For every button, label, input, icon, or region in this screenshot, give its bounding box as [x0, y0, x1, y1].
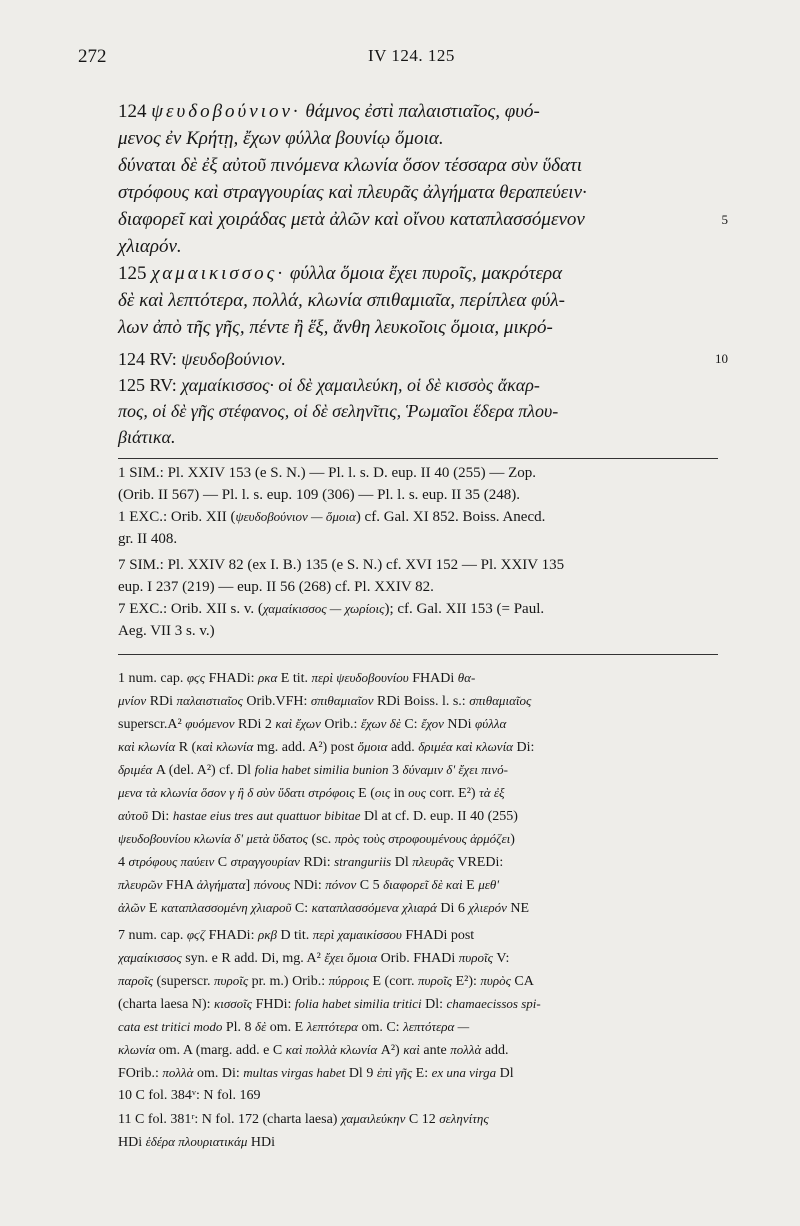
rule-divider-testimonia [118, 458, 718, 459]
line-text: δὲ καὶ λεπτότερα, πολλά, κλωνία σπιθαμιαῖα, περίπλεα φύλ- [118, 290, 565, 311]
text-segment: NE [506, 901, 530, 916]
testimonia-line [118, 462, 718, 484]
text-segment: ante [419, 1043, 451, 1058]
testimonia-line [118, 554, 718, 576]
critical-line [118, 969, 718, 992]
text-segment: E (corr. [368, 974, 418, 989]
line-text: θάμνος ἐστὶ παλαιστιαῖος, φυό- [300, 101, 540, 122]
greek-segment: καὶ κλωνία [118, 739, 176, 754]
greek-segment: πρὸς τοὺς στροφουμένους ἁρμόζει [334, 831, 511, 846]
apparatus-text: πος, οἱ δὲ γῆς στέφανος, οἱ δὲ σεληνῖτις, Ῥωμαῖοι ἕδερα πλου- [118, 401, 559, 421]
text-segment: 7 SIM.: Pl. XXIV 82 (ex I. B.) 135 (e S. N.) cf. XVI 152 — Pl. XXIV 135 [118, 557, 565, 573]
main-text-line [118, 314, 718, 341]
chapter-number: 124 [118, 101, 147, 122]
greek-segment: πυροῖς [458, 950, 493, 965]
critical-line [118, 666, 718, 689]
lemma-word: ψευδοβούνιον· [151, 101, 301, 122]
text-segment: NDi [443, 717, 476, 732]
text-segment: E tit. [277, 671, 312, 686]
rule-divider-critical [118, 654, 718, 655]
critical-line [118, 712, 718, 735]
testimonia-line [118, 598, 718, 620]
apparatus-text: χαμαίκισσος· οἱ δὲ χαμαιλεύκη, οἱ δὲ κισσὸς ἄκαρ- [181, 375, 540, 395]
greek-segment: πολλὰ [450, 1042, 482, 1057]
greek-segment: τὰ ἐξ [479, 785, 505, 800]
greek-segment: ἔχει ὅμοια [324, 950, 378, 965]
greek-segment: ἀλῶν [118, 900, 146, 915]
text-segment: FHADi post [401, 928, 475, 943]
critical-line [118, 1015, 718, 1038]
greek-segment: διαφορεῖ δὲ καὶ [383, 877, 463, 892]
apparatus-line [118, 424, 718, 450]
text-segment: Dl: [421, 997, 447, 1012]
critical-line [118, 946, 718, 969]
greek-segment: χλιερόν [468, 900, 507, 915]
text-segment: in [390, 786, 409, 801]
greek-segment: περὶ χαμαικίσσου [312, 927, 402, 942]
critical-line [118, 1130, 718, 1153]
greek-segment: ρκα [257, 670, 278, 685]
text-segment: D tit. [276, 928, 313, 943]
text-segment: Dl 9 [345, 1066, 377, 1081]
greek-segment: παλαιστιαῖος [176, 693, 243, 708]
text-segment: Di: [147, 809, 173, 824]
text-segment: C 12 [405, 1112, 440, 1127]
apparatus-label: 125 RV: [118, 375, 182, 395]
testimonia-section [118, 462, 718, 642]
critical-line [118, 1107, 718, 1130]
text-segment: Pl. 8 [222, 1020, 256, 1035]
line-text: φύλλα ὅμοια ἔχει πυροῖς, μακρότερα [285, 263, 563, 284]
text-segment: (Orib. II 567) — Pl. l. s. eup. 109 (306) — Pl. l. s. eup. II 35 (248). [118, 487, 521, 503]
greek-segment: folia habet similia bunion [254, 762, 389, 777]
critical-line [118, 804, 718, 827]
text-segment: ); cf. Gal. XII 153 (= Paul. [384, 601, 545, 617]
text-segment: RDi 2 [234, 717, 276, 732]
greek-segment: πλευρῶν [118, 877, 163, 892]
greek-segment: αὐτοῦ [118, 808, 148, 823]
text-segment: A (del. A²) cf. Dl [152, 763, 255, 778]
greek-segment: μεθ' [478, 877, 500, 892]
greek-segment: πόνους [253, 877, 291, 892]
line-text: διαφορεῖ καὶ χοιράδας μετὰ ἀλῶν καὶ οἴνου καταπλασσόμενον [118, 209, 585, 230]
greek-segment: περὶ ψευδοβουνίου [311, 670, 409, 685]
text-segment: (charta laesa N): [118, 997, 214, 1012]
greek-segment: πυρὸς [480, 973, 511, 988]
text-segment: C: [400, 717, 422, 732]
text-segment: Orib.: [320, 717, 361, 732]
greek-segment: multas virgas habet [243, 1065, 346, 1080]
text-segment: A²) [377, 1043, 404, 1058]
greek-segment: πύρροις [328, 973, 369, 988]
text-segment: E: [412, 1066, 432, 1081]
critical-line [118, 896, 718, 919]
testimonia-line [118, 528, 718, 550]
chapter-number: 125 [118, 263, 147, 284]
main-text-line [118, 233, 718, 260]
critical-line [118, 923, 718, 946]
main-text-line [118, 125, 718, 152]
greek-segment: folia habet similia tritici [294, 996, 422, 1011]
critical-line [118, 850, 718, 873]
text-segment: syn. e R add. Di, mg. A² [181, 951, 325, 966]
greek-segment: ἑδέρα πλουριατικάμ [145, 1134, 248, 1149]
text-segment: C: [291, 901, 312, 916]
greek-segment: δύναμιν δ' ἔχει πινό- [402, 762, 508, 777]
greek-segment: chamaecissos spi- [446, 996, 541, 1011]
text-segment: E [462, 878, 479, 893]
text-segment: om. C: [357, 1020, 404, 1035]
greek-segment: παροῖς [118, 973, 153, 988]
greek-segment: hastae eius tres aut quattuor bibitae [172, 808, 361, 823]
text-segment: 7 EXC.: Orib. XII s. v. ( [118, 601, 263, 617]
greek-segment: μενα τὰ κλωνία ὅσον γ ἢ δ σὺν ὕδατι στρόφοις [118, 785, 355, 800]
greek-segment: λεπτότερα [306, 1019, 358, 1034]
text-segment: FHA [162, 878, 197, 893]
greek-segment: κισσοῖς [214, 996, 253, 1011]
apparatus-text: ψευδοβούνιον. [181, 349, 286, 369]
text-segment: E ( [354, 786, 375, 801]
text-segment: ] [245, 878, 254, 893]
text-segment: 4 [118, 855, 129, 870]
text-segment: FOrib.: [118, 1066, 163, 1081]
apparatus-line [118, 398, 718, 424]
greek-segment: φυόμενον [185, 716, 235, 731]
text-segment: ) [510, 832, 515, 847]
greek-segment: cata est tritici modo [118, 1019, 223, 1034]
text-segment: om. E [266, 1020, 307, 1035]
apparatus-line [118, 346, 728, 372]
text-segment: 7 num. cap. [118, 928, 187, 943]
critical-line [118, 735, 718, 758]
text-segment: corr. E²) [425, 786, 480, 801]
text-segment: FHADi [408, 671, 458, 686]
testimonia-line [118, 576, 718, 598]
main-text [118, 98, 728, 341]
apparatus-variants [118, 346, 728, 450]
greek-segment: καὶ πολλὰ κλωνία [285, 1042, 378, 1057]
greek-segment: φύλλα [475, 716, 507, 731]
greek-segment: πολλὰ [162, 1065, 194, 1080]
main-text-line [118, 260, 718, 287]
apparatus-line [118, 372, 718, 398]
greek-segment: ψευδοβουνίου κλωνία δ' μετὰ ὕδατος [118, 831, 308, 846]
greek-segment: ἔχον [421, 716, 444, 731]
critical-line [118, 873, 718, 896]
main-text-line [118, 287, 718, 314]
greek-segment: χαμαίκισσος [118, 950, 182, 965]
text-segment: 11 C fol. 381ʳ: N fol. 172 (charta laesa) [118, 1112, 341, 1127]
text-segment: Di: [513, 740, 535, 755]
line-text: στρόφους καὶ στραγγουρίας καὶ πλευρᾶς ἀλγήματα θεραπεύειν· [118, 182, 587, 203]
greek-segment: καταπλασσομένη χλιαροῦ [160, 900, 292, 915]
greek-segment: στραγγουρίαν [230, 854, 300, 869]
greek-segment: ους [408, 785, 426, 800]
text-segment: 10 C fol. 384ᵛ: N fol. 169 [118, 1088, 261, 1103]
critical-line [118, 1084, 718, 1107]
critical-apparatus [118, 666, 718, 1153]
text-segment: om. Di: [193, 1066, 244, 1081]
greek-segment: πλευρᾶς [412, 854, 454, 869]
testimonia-line [118, 484, 718, 506]
text-segment: 1 num. cap. [118, 671, 187, 686]
line-text: μενος ἐν Κρήτῃ, ἔχων φύλλα βουνίῳ ὅμοια. [118, 128, 444, 149]
greek-segment: πόνον [325, 877, 357, 892]
greek-segment: φϛς [186, 670, 206, 685]
critical-line [118, 1038, 718, 1061]
text-segment: Aeg. VII 3 s. v.) [118, 623, 215, 639]
text-segment: V: [492, 951, 510, 966]
greek-segment: πυροῖς [214, 973, 249, 988]
greek-segment: οις [374, 785, 391, 800]
testimonia-line [118, 620, 718, 642]
text-segment: ) cf. Gal. XI 852. Boiss. Anecd. [355, 509, 546, 525]
greek-segment: καὶ [403, 1042, 420, 1057]
text-segment: om. A (marg. add. e C [155, 1043, 286, 1058]
greek-segment: ὅμοια [357, 739, 388, 754]
greek-segment: ἔχων δὲ [360, 716, 401, 731]
text-segment: FHADi: [205, 928, 258, 943]
text-segment: HDi [247, 1135, 275, 1150]
greek-segment: καὶ ἔχων [275, 716, 321, 731]
greek-segment: ἀλγήματα [196, 877, 246, 892]
text-segment: add. [481, 1043, 509, 1058]
line-text: λων ἀπὸ τῆς γῆς, πέντε ἢ ἕξ, ἄνθη λευκοῖοις ὅμοια, μικρό- [118, 317, 553, 338]
critical-line [118, 781, 718, 804]
text-segment: Dl at cf. D. eup. II 40 (255) [360, 809, 518, 824]
page-header [78, 46, 718, 76]
greek-segment: φϛζ [186, 927, 206, 942]
text-segment: mg. add. A²) post [253, 740, 358, 755]
text-segment: HDi [118, 1135, 146, 1150]
greek-segment: ex una virga [431, 1065, 497, 1080]
text-segment: VREDi: [453, 855, 504, 870]
text-segment: FHDi: [252, 997, 295, 1012]
text-segment: Dl [496, 1066, 514, 1081]
line-number: 5 [721, 212, 728, 227]
text-segment: eup. I 237 (219) — eup. II 56 (268) cf. Pl. XXIV 82. [118, 579, 434, 595]
greek-segment: σπιθαμιαῖον [310, 693, 374, 708]
line-text: χλιαρόν. [118, 236, 182, 257]
text-segment: NDi: [290, 878, 326, 893]
greek-segment: θα- [457, 670, 476, 685]
greek-segment: κλωνία [118, 1042, 156, 1057]
greek-segment: καταπλασσόμενα χλιαρά [311, 900, 437, 915]
text-segment: 1 EXC.: Orib. XII ( [118, 509, 236, 525]
greek-segment: πυροῖς [417, 973, 453, 988]
text-segment: (superscr. [152, 974, 215, 989]
text-segment: C 5 [356, 878, 384, 893]
text-segment: (sc. [307, 832, 335, 847]
text-segment: Dl [391, 855, 413, 870]
main-text-line [118, 206, 728, 233]
apparatus-label: 124 RV: [118, 349, 182, 369]
lemma-word: χαμαικισσος· [151, 263, 286, 284]
main-text-line [118, 179, 718, 206]
greek-segment: σπιθαμιαῖος [469, 693, 532, 708]
greek-segment: δριμέα καὶ κλωνία [418, 739, 513, 754]
greek-segment: stranguriis [334, 854, 392, 869]
apparatus-text: βιάτικα. [118, 427, 176, 447]
text-segment: 3 [388, 763, 403, 778]
page-number: 272 [78, 46, 107, 67]
main-text-line [118, 152, 718, 179]
text-segment: Orib.VFH: [242, 694, 311, 709]
text-segment: RDi: [299, 855, 335, 870]
main-text-line [118, 98, 718, 125]
critical-line [118, 758, 718, 781]
text-segment: RDi Boiss. l. s.: [373, 694, 470, 709]
greek-segment: ἐπὶ γῆς [376, 1065, 413, 1080]
greek-segment: δριμέα [118, 762, 153, 777]
greek-segment: δὲ [255, 1019, 267, 1034]
greek-segment: στρόφους παύειν [128, 854, 215, 869]
critical-line [118, 1061, 718, 1084]
text-segment: FHADi: [205, 671, 258, 686]
text-segment: Orib. FHADi [377, 951, 459, 966]
text-segment: E²): [452, 974, 481, 989]
text-segment: CA [510, 974, 534, 989]
text-segment: E [145, 901, 161, 916]
text-segment: add. [387, 740, 419, 755]
text-segment: gr. II 408. [118, 531, 178, 547]
critical-line [118, 827, 718, 850]
critical-line [118, 689, 718, 712]
critical-line [118, 992, 718, 1015]
text-segment: C [214, 855, 231, 870]
greek-segment: ψευδοβούνιον — ὅμοια [235, 509, 356, 524]
greek-segment: χαμαιλεύκην [340, 1111, 406, 1126]
running-head: IV 124. 125 [368, 46, 455, 65]
text-segment: superscr.A² [118, 717, 186, 732]
line-number: 10 [715, 351, 728, 366]
line-text: δύναται δὲ ἐξ αὐτοῦ πινόμενα κλωνία ὅσον τέσσαρα σὺν ὕδατι [118, 155, 583, 176]
greek-segment: καὶ κλωνία [196, 739, 254, 754]
greek-segment: μνίον [118, 693, 147, 708]
text-segment: RDi [146, 694, 177, 709]
text-segment: R ( [175, 740, 197, 755]
greek-segment: χαμαίκισσος — χωρίοις [262, 601, 385, 616]
text-segment: 1 SIM.: Pl. XXIV 153 (e S. N.) — Pl. l. s. D. eup. II 40 (255) — Zop. [118, 465, 537, 481]
text-segment: Di 6 [436, 901, 469, 916]
greek-segment: λεπτότερα — [403, 1019, 470, 1034]
text-segment: pr. m.) Orib.: [248, 974, 329, 989]
greek-segment: ρκβ [257, 927, 277, 942]
greek-segment: σεληνίτης [439, 1111, 489, 1126]
testimonia-line [118, 506, 718, 528]
